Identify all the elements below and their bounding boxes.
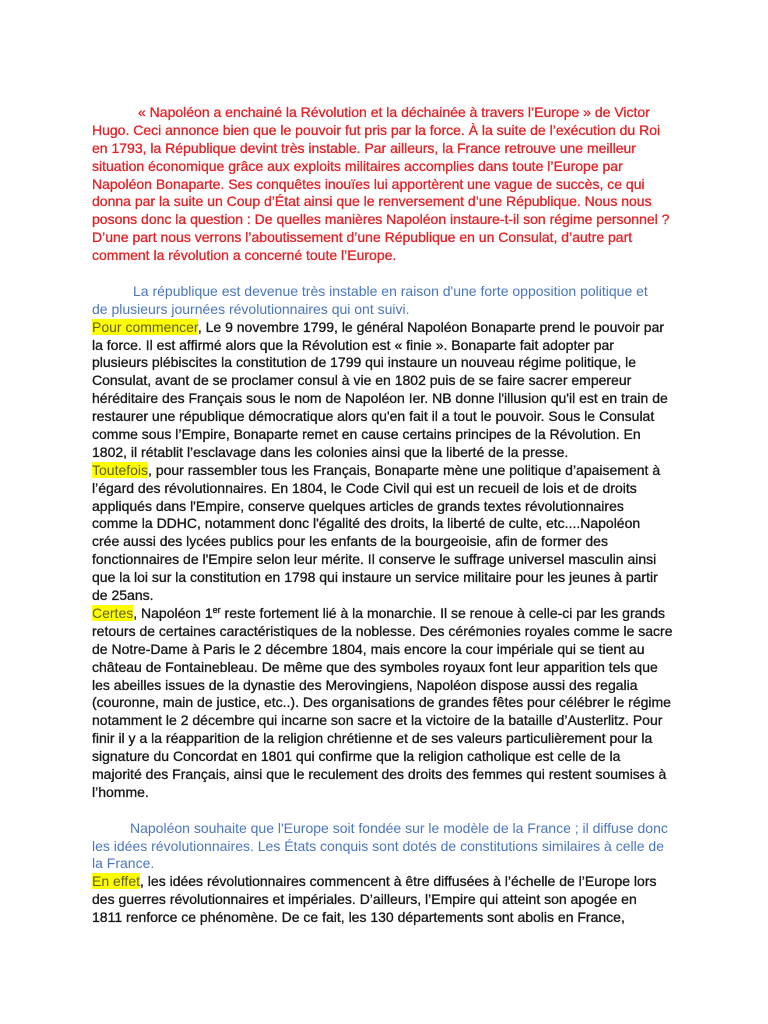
text-line: de plusieurs journées révolutionnaires qui ont suivi. [92, 300, 410, 317]
text-line: comment la révolution a concerné toute l’Europe. [92, 247, 397, 264]
text-line: l’homme. [92, 783, 149, 800]
body-paragraph-toutefois [92, 462, 732, 605]
text-line: comme la DDHC, notamment donc l'égalité des droits, la liberté de culte, etc....Napoléon [92, 515, 641, 532]
text-run: , Napoléon 1 [133, 604, 213, 621]
text-line: les abeilles issues de la dynastie des Merovingiens, Napoléon dispose aussi des regalia [92, 676, 638, 693]
text-line [92, 605, 732, 623]
text-line: Hugo. Ceci annonce bien que le pouvoir fut pris par la force. À la suite de l’exécution du Roi [92, 121, 661, 138]
highlighted-text: Pour commencer [92, 318, 198, 335]
body-paragraph-certes [92, 605, 732, 802]
text-line: crée aussi des lycées publics pour les enfants de la bourgeoisie, afin de former des [92, 533, 608, 550]
text-line: appliqués dans l'Empire, conserve quelques articles de grands textes révolutionnaires [92, 497, 624, 514]
text-line: les idées révolutionnaires. Les États conquis sont dotés de constitutions similaires à celle de [92, 837, 664, 854]
text-line: comme sous l’Empire, Bonaparte remet en cause certains principes de la Révolution. En [92, 426, 641, 443]
text-run: , pour rassembler tous les Français, Bonaparte mène une politique d’apaisement à [148, 461, 661, 478]
text-line: la France. [92, 855, 155, 872]
text-run: , Le 9 novembre 1799, le général Napoléon Bonaparte prend le pouvoir par [197, 318, 665, 335]
highlighted-text: Toutefois [92, 461, 149, 478]
intro-paragraph [92, 104, 732, 265]
text-line: majorité des Français, ainsi que le reculement des droits des femmes qui restent soumises à [92, 765, 667, 782]
text-line [92, 462, 732, 480]
text-line: l’égard des révolutionnaires. En 1804, le Code Civil qui est un recueil de lois et de droits [92, 479, 637, 496]
text-line: que la loi sur la constitution en 1798 qui instaure un service militaire pour les jeunes à partir [92, 569, 658, 586]
highlighted-text: En effet [92, 873, 141, 890]
text-line: situation économique grâce aux exploits militaires accomplies dans toute l’Europe par [92, 157, 623, 174]
body-paragraph-en-effet [92, 873, 732, 927]
text-line: (couronne, main de justice, etc..). Des organisations de grandes fêtes pour célébrer le régime [92, 694, 671, 711]
text-line: restaurer une république démocratique alors qu'en fait il a tout le pouvoir. Sous le Consulat [92, 408, 655, 425]
text-line: signature du Concordat en 1801 qui confirme que la religion catholique est celle de la [92, 748, 621, 765]
superscript-text: er [212, 604, 221, 615]
text-line: plusieurs plébiscites la constitution de 1799 qui instaure un nouveau régime politique, le [92, 354, 637, 371]
text-line: en 1793, la République devint très instable. Par ailleurs, la France retrouve une meilleur [92, 139, 636, 156]
text-line: posons donc la question : De quelles manières Napoléon instaure-t-il son régime personnel ? [92, 211, 670, 228]
text-line: notamment le 2 décembre qui incarne son sacre et la victoire de la bataille d’Austerlitz. Pour [92, 712, 663, 729]
text-line: donna par la suite un Coup d’État ainsi que le renversement d’une République. Nous nous [92, 193, 652, 210]
text-line: D’une part nous verrons l’aboutissement d’une République en un Consulat, d’autre part [92, 229, 633, 246]
text-line: 1811 renforce ce phénomène. De ce fait, les 130 départements sont abolis en France, [92, 909, 625, 926]
text-run: , les idées révolutionnaires commencent à être diffusées à l’échelle de l’Europe lors [140, 873, 657, 890]
text-line: Napoléon Bonaparte. Ses conquêtes inouïes lui apportèrent une vague de succès, ce qui [92, 175, 645, 192]
text-run: reste fortement lié à la monarchie. Il se renoue à celle-ci par les grands [220, 604, 665, 621]
text-line: la force. Il est affirmé alors que la Révolution est « finie ». Bonaparte fait adopter par [92, 336, 614, 353]
text-line: des guerres révolutionnaires et impériales. D’ailleurs, l’Empire qui atteint son apogée en [92, 891, 637, 908]
body-paragraph-pour-commencer [92, 319, 732, 462]
section-heading-republic [92, 283, 732, 319]
text-line [92, 319, 732, 337]
text-line: Consulat, avant de se proclamer consul à vie en 1802 puis de se faire sacrer empereur [92, 372, 632, 389]
text-line: fonctionnaires de l'Empire selon leur mérite. Il conserve le suffrage universel masculin ainsi [92, 551, 657, 568]
text-line: héréditaire des Français sous le nom de Napoléon Ier. NB donne l'illusion qu'il est en train de [92, 390, 668, 407]
text-line: « Napoléon a enchainé la Révolution et la déchainée à travers l’Europe » de Victor [138, 104, 650, 120]
document-body [92, 104, 732, 927]
text-line: retours de certaines caractéristiques de la noblesse. Des cérémonies royales comme le sacre [92, 622, 673, 639]
text-line: 1802, il rétablit l’esclavage dans les colonies ainsi que la liberté de la presse. [92, 443, 569, 460]
highlighted-text: Certes [92, 604, 134, 621]
section-heading-europe [92, 820, 732, 874]
text-line: Napoléon souhaite que l'Europe soit fondée sur le modèle de la France ; il diffuse donc [130, 819, 668, 836]
text-line: de Notre-Dame à Paris le 2 décembre 1804, mais encore la cour impériale qui se tient au [92, 640, 645, 657]
text-line: La république est devenue très instable en raison d'une forte opposition politique et [133, 282, 648, 299]
text-line: château de Fontainebleau. De même que des symboles royaux font leur apparition tels que [92, 658, 658, 675]
text-line [92, 873, 732, 891]
text-line: finir il y a la réapparition de la religion chrétienne et de ses valeurs particulièrement pour la [92, 730, 653, 747]
text-line: de 25ans. [92, 587, 154, 604]
